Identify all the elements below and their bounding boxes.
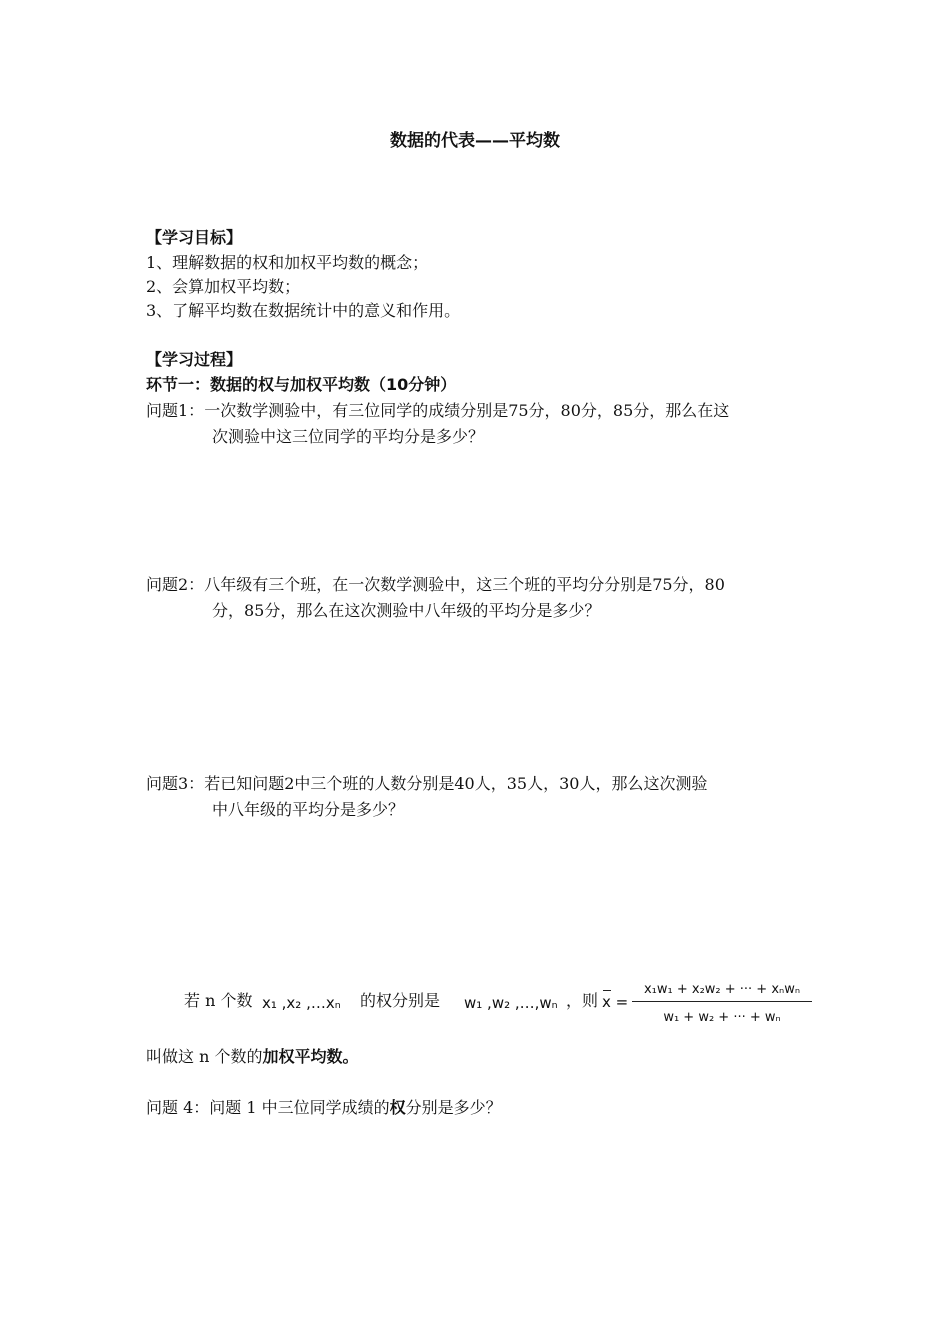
fraction-denominator: w₁ + w₂ + ··· + wₙ	[663, 1010, 781, 1025]
question-text: 分别是多少？	[405, 1098, 502, 1117]
definition-text: ，则	[566, 991, 599, 1010]
definition-line2	[146, 1045, 359, 1069]
goals-heading: 【学习目标】	[146, 228, 243, 247]
x-bar-symbol: x =	[602, 990, 628, 1011]
question-text: 八年级有三个班，在一次数学测验中，这三个班的平均分分别是75分，80	[204, 575, 725, 594]
goal-item: 2、会算加权平均数；	[146, 277, 301, 296]
x-values: x₁ ,x₂ ,…xₙ	[262, 994, 341, 1012]
question-text: 若已知问题2中三个班的人数分别是40人，35人，30人，那么这次测验	[204, 774, 708, 793]
fraction-numerator: x₁w₁ + x₂w₂ + ··· + xₙwₙ	[632, 982, 812, 1002]
question-3	[146, 771, 808, 823]
weighted-mean-definition	[184, 984, 824, 1040]
question-text: 问题 4：问题 1 中三位同学成绩的	[146, 1098, 390, 1117]
question-text-continued: 次测验中这三位同学的平均分是多少？	[212, 427, 485, 446]
definition-text: 的权分别是	[360, 991, 441, 1010]
w-values: w₁ ,w₂ ,…,wₙ	[464, 994, 558, 1012]
question-label: 问题2：	[146, 575, 205, 594]
question-1	[146, 398, 808, 450]
goal-item: 3、了解平均数在数据统计中的意义和作用。	[146, 301, 461, 320]
question-2	[146, 572, 808, 624]
page-title: 数据的代表——平均数	[390, 131, 560, 151]
definition-text: 叫做这 n 个数的	[146, 1047, 263, 1066]
question-4	[146, 1096, 502, 1120]
section-heading: 环节一：数据的权与加权平均数（10分钟）	[146, 375, 457, 394]
question-text: 一次数学测验中，有三位同学的成绩分别是75分，80分，85分，那么在这	[204, 401, 730, 420]
process-heading: 【学习过程】	[146, 350, 243, 369]
definition-text: 若 n 个数	[184, 991, 253, 1010]
goal-item: 1、理解数据的权和加权平均数的概念；	[146, 253, 429, 272]
question-label: 问题1：	[146, 401, 205, 420]
weight-term: 权	[389, 1098, 406, 1117]
weighted-mean-fraction	[632, 982, 812, 1025]
question-text-continued: 中八年级的平均分是多少？	[212, 800, 405, 819]
question-text-continued: 分，85分，那么在这次测验中八年级的平均分是多少？	[212, 601, 601, 620]
weighted-mean-term: 加权平均数。	[262, 1047, 359, 1066]
question-label: 问题3：	[146, 774, 205, 793]
